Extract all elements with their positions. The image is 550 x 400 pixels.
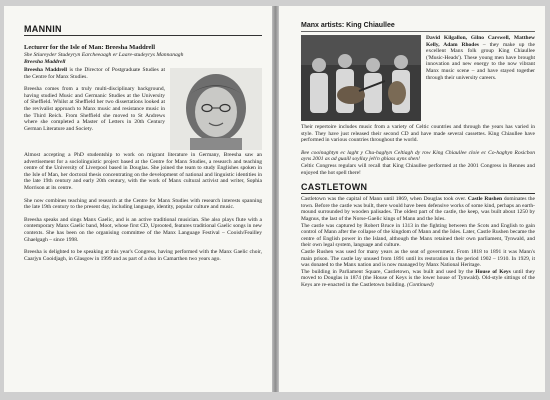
- band-repertoire: Their repertoire includes music from a variety of Celtic countries and through the years has varied in style. They have just released their second CD and have made several cassettes. King Chiaullee have performed in various countries throughout the world.: [301, 124, 535, 144]
- portrait-photo: [170, 68, 262, 150]
- section-heading-mannin: MANNIN: [24, 24, 262, 36]
- band-photo: [301, 35, 421, 121]
- lecturer-paragraph-research: She now combines teaching and research at the Centre for Manx Studies with research interests spanning the late 19th century to the present day, including language, identity, popular culture and music.: [24, 197, 262, 211]
- lecturer-paragraph-congress: Breesha is delighted to be speaking at this year's Congress, having performed with the Manx Gaelic choir, Caarjyn Cooidjagh, in Glasgow in 1999 and as part of a duo in Camarthen two years ago.: [24, 249, 262, 262]
- lecturer-gaelic-subtitle: She Stiureyder Studeyryn Earcheeaagh er Laare-studeyrys Mannanagh: [24, 52, 184, 58]
- section-heading-castletown: CASTLETOWN: [301, 182, 535, 194]
- lecturer-intro-name: Breesha Maddrell: [24, 67, 68, 74]
- band-congress-note: Celtic Congress regulars will recall that King Chiaullee performed at the 2001 Congress in Rennes and enjoyed the hot spell there!: [301, 162, 535, 176]
- castle-rushen-term: Castle Rushen: [467, 196, 503, 203]
- castletown-intro-a: Castletown was the capital of Mann until 1869, when Douglas took over.: [301, 196, 468, 203]
- band-member-names: David Kilgallon, Gilno Carswell, Matthew Kelly, Adam Rhodes: [426, 35, 535, 48]
- continued-link: (Continued): [407, 281, 434, 288]
- castletown-intro-c: dominates the town. Before the castle was built, there would have been defensive works of some kind, perhaps an earth-mound surrounded by wooden palisades. The oldest part of the castle, the keep, was built about 1250 by Magnus, the last of the Norse-Gaelic kings of Mann and the Isles.: [301, 196, 535, 222]
- band-caption-rest: – they make up the excellent Manx folk group King Chiaullee ('Music-Heads'). These young men have brought innovation and new energy to the now vibrant Manx music scene – and have stayed together through their university careers.: [426, 41, 535, 81]
- lecturer-name: Breesha Maddrell: [24, 58, 66, 65]
- lecturer-paragraph-background: Breesha comes from a truly multi-disciplinary background, having studied Music and Germanic Studies at the University of Sheffield. Whilst at Sheffield her two dissertations looked at the revivalist approach to Manx music and resistance music in the Third Reich. From Sheffield she moved to St Andrews where she completed a Master of Letters in 20th Century German Literature and Society.: [24, 86, 165, 132]
- house-of-keys-term: House of Keys: [475, 268, 511, 275]
- left-page: [4, 6, 272, 392]
- castletown-government: Castle Rushen was used for many years as the seat of government. From 1818 to 1891 it was Mann's main prison. The castle lay unused from 1891 until its restoration in the period 1902 – 1910. In 1929, it was donated to the Manx nation and is now managed by Manx National Heritage.: [301, 248, 535, 269]
- artists-heading: Manx artists: King Chiaullee: [301, 22, 535, 32]
- band-gaelic-note: Bee cooinaghtyn ec laght y Chu-haghyn Celtiagh dy row King Chiaullee cloie ec Co-haghyn Rosicbon ayns 2001 as ad guaill soyllay jeh'n ghiass ayns shen!: [301, 149, 535, 163]
- keys-part-a: The building in Parliament Square, Castletown, was built and used by the: [301, 268, 476, 275]
- lecturer-intro-rest: is the Director of Postgraduate Studies at the Centre for Manx Studies.: [24, 67, 165, 80]
- page-gutter: [272, 6, 279, 392]
- castletown-bruce: The castle was captured by Robert Bruce in 1313 in the fighting between the Scots and English to gain control of Mann after the collapse of the kingdom of Mann and the Isles. Later, Castle Rushen became the centre of English power in the Island, although the Manx retained their own parliament, Tynwald, and their own legal system, language and culture.: [301, 222, 535, 249]
- lecturer-paragraph-phd: Almost accepting a PhD studentship to work on migrant literature in Germany, Breesha saw an advertisement for a sociolinguistic project based at the Centre for Manx Studies, a research and teaching centre of the University of Liverpool based in Douglas. She joined the team to study Englishes spoken in the Isle of Man, her doctoral thesis concentrating on the development of national and linguistic identities in the late 19th century and early 20th century, with the work of Manx cultural activist and writer, Sophia Morrison at its centre.: [24, 152, 262, 192]
- keys-part-c: until they moved to Douglas in 1874 (the House of Keys is the lower house of Tynwald). Old-style sittings of the Keys are re-enacted in the Castletown building.: [301, 268, 535, 288]
- right-page: [279, 6, 545, 392]
- lecturer-paragraph-music: Breesha speaks and sings Manx Gaelic, and is an active traditional musician. She also plays flute with a contemporary Manx Gaelic band, Moot, whose first CD, Uprooted, features traditional Gaelic songs in new contexts. She has been on the organising committee of the Manx Language Festival – Cooish/Feailley Ghaelgagh – since 1998.: [24, 216, 262, 243]
- castletown-house-of-keys: [301, 269, 535, 289]
- castletown-intro: [301, 196, 535, 222]
- band-illustration: [301, 35, 421, 121]
- portrait-illustration: [170, 68, 262, 150]
- lecturer-heading: Lecturer for the Isle of Man: Breesha Maddrell: [24, 44, 156, 51]
